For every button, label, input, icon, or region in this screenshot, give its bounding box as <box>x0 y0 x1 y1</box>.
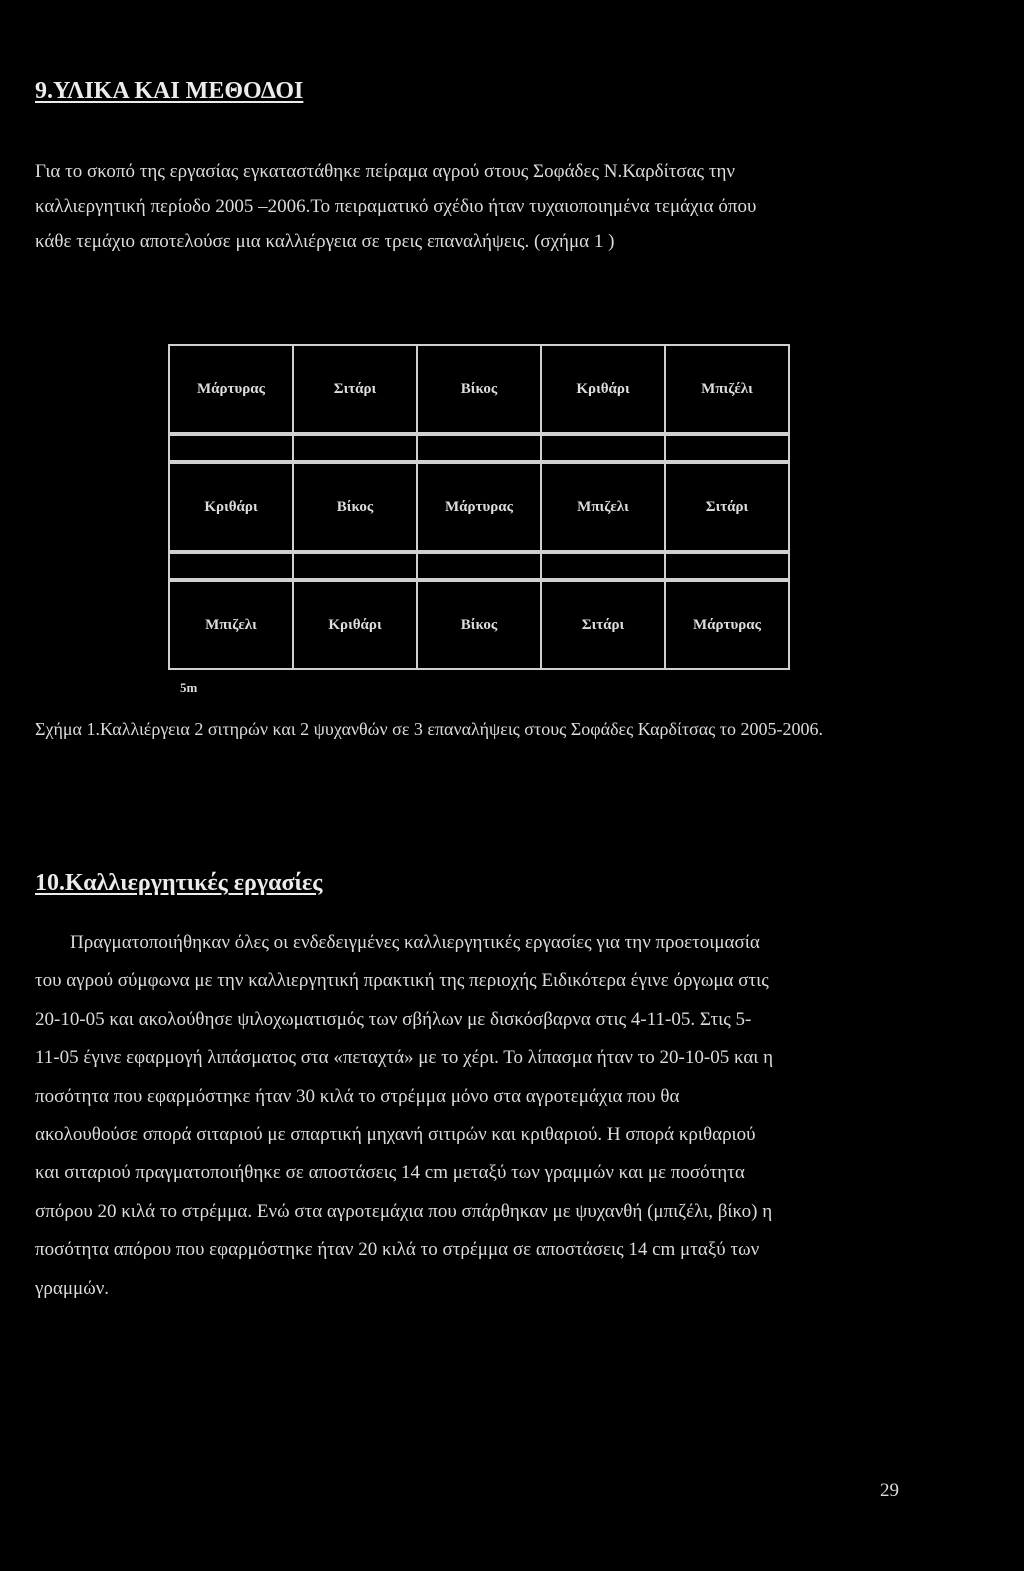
paragraph-line: σπόρου 20 κιλά το στρέμμα. Ενώ στα αγροτεμάχια που σπάρθηκαν με ψυχανθή (μπιζέλι, βίκο) η <box>35 1200 773 1222</box>
paragraph-line: καλλιεργητική περίοδο 2005 –2006.Το πειραματικό σχέδιο ήταν τυχαιοποιημένα τεμάχια όπου <box>35 196 757 217</box>
paragraph-line: κάθε τεμάχιο αποτελούσε μια καλλιέργεια σε τρεις επαναλήψεις. (σχήμα 1 ) <box>35 231 615 252</box>
paragraph-line: 20-10-05 και ακολούθησε ψιλοχωματισμός των σβήλων με δισκόσβαρνα στις 4-11-05. Στις 5- <box>35 1008 752 1030</box>
plot-cell: Μπιζέλι <box>701 380 753 397</box>
cultivation-paragraph <box>35 924 773 1308</box>
plot-cell: Κριθάρι <box>294 582 418 668</box>
paragraph-line: γραμμών. <box>35 1277 110 1299</box>
replication-row-3 <box>168 580 790 670</box>
plot-cell: Μάρτυρας <box>418 464 542 550</box>
path-strip <box>168 434 790 462</box>
plot-cell: Μπιζελι <box>542 464 666 550</box>
paragraph-line: Πραγματοποιήθηκαν όλες οι ενδεδειγμένες καλλιεργητικές εργασίες για την προετοιμασία <box>70 932 760 953</box>
intro-paragraph <box>35 154 756 259</box>
replication-row-2 <box>168 462 790 552</box>
plot-cell: Μάρτυρας <box>170 346 294 432</box>
plot-cell: Σιτάρι <box>542 582 666 668</box>
plot-cell: Βίκος <box>418 582 542 668</box>
plot-cell: Κριθάρι <box>542 346 666 432</box>
plot-cell: Κριθάρι <box>170 464 294 550</box>
paragraph-line: 11-05 έγινε εφαρμογή λιπάσματος στα «πεταχτά» με το χέρι. Το λίπασμα ήταν το 20-10-05 και η <box>35 1047 774 1069</box>
section-heading-materials-methods: 9.ΥΛΙΚΑ ΚΑΙ ΜΕΘΟΔΟΙ <box>35 78 304 104</box>
paragraph-line: ποσότητα απόρου που εφαρμόστηκε ήταν 20 κιλά το στρέμμα σε αποστάσεις 14 cm μταξύ των <box>35 1239 760 1261</box>
plot-cell: Σιτάρι <box>705 498 749 515</box>
paragraph-line: και σιταριού πραγματοποιήθηκε σε αποστάσεις 14 cm μεταξύ των γραμμών και με ποσότητα <box>35 1162 745 1184</box>
paragraph-line: ακολουθούσε σπορά σιταριού με σπαρτική μηχανή σιτιρών και κριθαριού. Η σπορά κριθαριού <box>35 1123 756 1145</box>
scale-label: 5m <box>180 680 198 695</box>
field-plot-diagram <box>168 344 790 670</box>
plot-cell: Μπιζελι <box>170 582 294 668</box>
path-strip <box>168 552 790 580</box>
section-heading-cultivation-practices: 10.Καλλιεργητικές εργασίες <box>35 870 323 896</box>
paragraph-line: ποσότητα που εφαρμόστηκε ήταν 30 κιλά το στρέμμα μόνο στα αγροτεμάχια που θα <box>35 1085 680 1107</box>
paragraph-line: του αγρού σύμφωνα με την καλλιεργητική πρακτική της περιοχής Ειδικότερα έγινε όργωμα στις <box>35 970 769 992</box>
paragraph-line: Για το σκοπό της εργασίας εγκαταστάθηκε πείραμα αγρού στους Σοφάδες Ν.Καρδίτσας την <box>35 161 735 182</box>
plot-cell: Βίκος <box>294 464 418 550</box>
plot-cell: Σιτάρι <box>294 346 418 432</box>
plot-cell: Βίκος <box>418 346 542 432</box>
replication-row-1 <box>168 344 790 434</box>
figure-caption: Σχήμα 1.Καλλιέργεια 2 σιτηρών και 2 ψυχανθών σε 3 επαναλήψεις στους Σοφάδες Καρδίτσας το 2005-2006. <box>35 719 824 739</box>
plot-cell: Μάρτυρας <box>693 616 761 633</box>
page-number: 29 <box>880 1480 899 1501</box>
